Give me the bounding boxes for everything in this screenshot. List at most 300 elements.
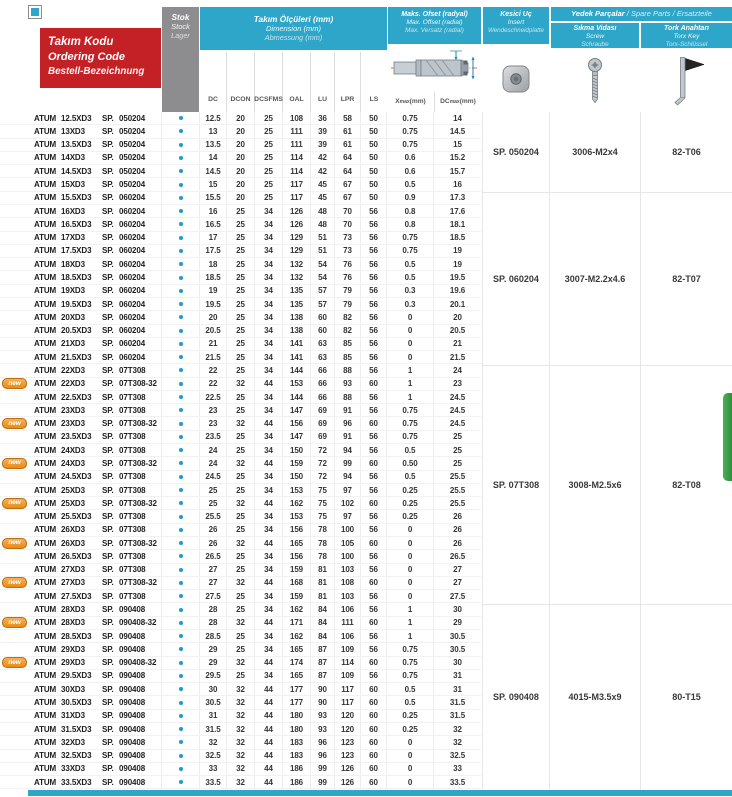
row-insert-code: 060204 [119, 325, 162, 337]
cell-ls: 60 [361, 378, 387, 390]
cell-lu: 96 [311, 750, 335, 762]
stock-dot [179, 448, 183, 452]
cell-lu: 78 [311, 550, 335, 562]
cell-lpr: 103 [335, 564, 361, 576]
cell-dcon: 32 [227, 723, 255, 735]
torx-label-en: Torx Key [673, 33, 700, 40]
cell-dcon: 32 [227, 776, 255, 788]
row-insert-code: 07T308-32 [119, 457, 162, 469]
new-badge-cell [0, 417, 28, 429]
new-badge [2, 378, 27, 389]
row-brand: ATUM [34, 605, 57, 615]
cell-oal: 183 [283, 736, 311, 748]
cell-oal: 177 [283, 683, 311, 695]
stock-cell [162, 258, 200, 270]
row-insert-code: 060204 [119, 285, 162, 297]
cell-lpr: 73 [335, 245, 361, 257]
cell-dcsfms: 25 [255, 112, 283, 124]
stock-cell [162, 404, 200, 416]
row-brand: ATUM [34, 419, 57, 429]
cell-xmax: 1 [387, 378, 434, 390]
cell-dc: 20 [200, 311, 227, 323]
cell-dcon: 32 [227, 683, 255, 695]
new-badge-cell [0, 378, 28, 390]
dimensions-label-en: Dimension (mm) [265, 24, 321, 33]
table-row [0, 497, 481, 510]
new-badge-cell [0, 338, 28, 350]
row-size: 28XD3 [61, 605, 85, 615]
row-brand: ATUM [34, 299, 57, 309]
xmax-column-header: X max (mm) [395, 98, 426, 105]
row-brand: ATUM [34, 525, 57, 535]
cell-dcmax: 24.5 [449, 405, 466, 415]
row-insert-code: 060204 [119, 245, 162, 257]
table-row [0, 165, 481, 178]
table-row [0, 471, 481, 484]
cell-lu: 51 [311, 245, 335, 257]
row-size: 17.5XD3 [61, 246, 92, 256]
insert-group-label: SP. 050204 [482, 112, 549, 192]
cell-ls: 56 [361, 351, 387, 363]
cell-dcon: 25 [227, 444, 255, 456]
row-size: 33XD3 [61, 764, 85, 774]
row-size: 21.5XD3 [61, 352, 92, 362]
stock-cell [162, 510, 200, 522]
cell-oal: 156 [283, 524, 311, 536]
stock-cell [162, 417, 200, 429]
cell-lpr: 94 [335, 471, 361, 483]
cell-dc: 13.5 [200, 139, 227, 151]
cell-dc: 23.5 [200, 431, 227, 443]
cell-dcon: 25 [227, 218, 255, 230]
row-sp-prefix: SP. [102, 273, 114, 283]
cell-dcsfms: 34 [255, 364, 283, 376]
cell-dc: 19 [200, 285, 227, 297]
row-insert-code: 07T308 [119, 510, 162, 522]
row-insert-code: 07T308 [119, 484, 162, 496]
row-insert-code: 050204 [119, 125, 162, 137]
row-brand: ATUM [34, 671, 57, 681]
row-size: 16XD3 [61, 206, 85, 216]
cell-dcmax: 20.1 [449, 299, 466, 309]
torx-label-tr: Tork Anahtarı [664, 25, 709, 32]
new-badge-cell [0, 351, 28, 363]
table-row [0, 218, 481, 231]
screw-photo [586, 57, 604, 105]
cell-xmax: 0 [387, 736, 434, 748]
row-size: 27XD3 [61, 578, 85, 588]
row-brand: ATUM [34, 246, 57, 256]
cell-dc: 15.5 [200, 192, 227, 204]
cell-dcsfms: 44 [255, 417, 283, 429]
cell-dcmax: 26 [453, 512, 462, 522]
cell-dcsfms: 44 [255, 776, 283, 788]
cell-dcon: 25 [227, 245, 255, 257]
stock-column-header [162, 7, 199, 112]
row-insert-code: 050204 [119, 165, 162, 177]
cell-dc: 16.5 [200, 218, 227, 230]
row-insert-code: 090408 [119, 683, 162, 695]
row-brand: ATUM [34, 273, 57, 283]
stock-cell [162, 723, 200, 735]
row-size: 15.5XD3 [61, 193, 92, 203]
table-row [0, 710, 481, 723]
cell-lu: 36 [311, 112, 335, 124]
new-badge-cell [0, 484, 28, 496]
cell-dcsfms: 44 [255, 736, 283, 748]
stock-cell [162, 710, 200, 722]
stock-label-de: Lager [171, 31, 190, 40]
cell-dc: 29 [200, 657, 227, 669]
row-brand: ATUM [34, 751, 57, 761]
max-offset-diagram-area [387, 46, 481, 112]
cell-lpr: 117 [335, 683, 361, 695]
table-row [0, 603, 481, 616]
cell-ls: 60 [361, 723, 387, 735]
table-row [0, 351, 481, 364]
cell-dcmax: 26 [453, 538, 462, 548]
cell-dcsfms: 44 [255, 378, 283, 390]
cell-ls: 56 [361, 245, 387, 257]
row-brand: ATUM [34, 113, 57, 123]
cell-oal: 165 [283, 537, 311, 549]
cell-xmax: 0.8 [387, 205, 434, 217]
cell-dcon: 25 [227, 232, 255, 244]
stock-dot [179, 661, 183, 665]
stock-cell [162, 165, 200, 177]
cell-lu: 84 [311, 617, 335, 629]
cell-dcsfms: 25 [255, 152, 283, 164]
row-brand: ATUM [34, 286, 57, 296]
cell-lu: 39 [311, 139, 335, 151]
cell-lu: 42 [311, 165, 335, 177]
cell-lpr: 96 [335, 417, 361, 429]
cell-oal: 156 [283, 550, 311, 562]
row-brand: ATUM [34, 658, 57, 668]
table-row [0, 271, 481, 284]
cell-ls: 56 [361, 311, 387, 323]
row-sp-prefix: SP. [102, 525, 114, 535]
screw-group-label: 3008-M2.5x6 [549, 365, 640, 604]
cell-oal: 114 [283, 165, 311, 177]
cell-lu: 81 [311, 590, 335, 602]
table-row [0, 723, 481, 736]
table-row [0, 484, 481, 497]
stock-cell [162, 776, 200, 788]
cell-dcsfms: 34 [255, 351, 283, 363]
row-brand: ATUM [34, 126, 57, 136]
cell-xmax: 0.50 [387, 457, 434, 469]
cell-dcsfms: 34 [255, 258, 283, 270]
table-row [0, 670, 481, 683]
row-size: 28.5XD3 [61, 631, 92, 641]
new-badge-cell [0, 178, 28, 190]
stock-label-en: Stock [171, 22, 190, 31]
new-badge-cell [0, 776, 28, 788]
cell-oal: 132 [283, 258, 311, 270]
cell-oal: 111 [283, 139, 311, 151]
cell-ls: 56 [361, 471, 387, 483]
torx-group-label: 82-T08 [640, 365, 732, 604]
cell-ls: 60 [361, 457, 387, 469]
cell-dcon: 20 [227, 112, 255, 124]
cell-lpr: 91 [335, 404, 361, 416]
stock-dot [179, 780, 183, 784]
row-size: 12.5XD3 [61, 113, 92, 123]
cell-dcon: 32 [227, 617, 255, 629]
cell-dc: 28 [200, 617, 227, 629]
cell-dc: 23 [200, 417, 227, 429]
stock-dot [179, 608, 183, 612]
new-badge-cell [0, 404, 28, 416]
cell-ls: 56 [361, 444, 387, 456]
cell-ls: 56 [361, 364, 387, 376]
stock-dot [179, 488, 183, 492]
cell-oal: 168 [283, 577, 311, 589]
row-sp-prefix: SP. [102, 498, 114, 508]
row-insert-code: 060204 [119, 311, 162, 323]
cell-xmax: 0.6 [387, 152, 434, 164]
cell-dcmax: 33 [453, 764, 462, 774]
stock-dot [179, 395, 183, 399]
row-insert-code: 090408-32 [119, 657, 162, 669]
insert-label-en: Insert [507, 19, 525, 26]
cell-lpr: 70 [335, 218, 361, 230]
cell-oal: 177 [283, 696, 311, 708]
cell-ls: 50 [361, 192, 387, 204]
cell-dcmax: 32 [453, 724, 462, 734]
row-sp-prefix: SP. [102, 445, 114, 455]
stock-cell [162, 537, 200, 549]
row-brand: ATUM [34, 259, 57, 269]
cell-dcmax: 25.5 [449, 498, 466, 508]
cell-lu: 69 [311, 431, 335, 443]
table-row [0, 417, 481, 430]
row-sp-prefix: SP. [102, 631, 114, 641]
table-row [0, 577, 481, 590]
row-sp-prefix: SP. [102, 551, 114, 561]
cell-dcmax: 30.5 [449, 644, 466, 654]
table-row [0, 657, 481, 670]
cell-dcsfms: 25 [255, 192, 283, 204]
stock-cell [162, 603, 200, 615]
new-badge-cell [0, 510, 28, 522]
cell-lpr: 109 [335, 643, 361, 655]
cell-oal: 171 [283, 617, 311, 629]
new-badge-cell [0, 364, 28, 376]
cell-lpr: 73 [335, 232, 361, 244]
cell-dcsfms: 34 [255, 643, 283, 655]
row-sp-prefix: SP. [102, 432, 114, 442]
row-brand: ATUM [34, 644, 57, 654]
row-size: 19XD3 [61, 286, 85, 296]
table-row [0, 139, 481, 152]
cell-dcsfms: 34 [255, 245, 283, 257]
cell-oal: 132 [283, 271, 311, 283]
row-insert-code: 060204 [119, 351, 162, 363]
cell-dc: 30 [200, 683, 227, 695]
column-header-dc: DC [200, 52, 227, 112]
cell-xmax: 0 [387, 325, 434, 337]
cell-xmax: 0.25 [387, 710, 434, 722]
cell-xmax: 0.75 [387, 643, 434, 655]
table-row [0, 630, 481, 643]
cell-ls: 56 [361, 564, 387, 576]
row-size: 31XD3 [61, 711, 85, 721]
cell-dcmax: 19 [453, 246, 462, 256]
cell-xmax: 0.5 [387, 444, 434, 456]
cell-dcon: 25 [227, 391, 255, 403]
row-sp-prefix: SP. [102, 286, 114, 296]
stock-dot [179, 116, 183, 120]
cell-dcon: 20 [227, 125, 255, 137]
table-row [0, 444, 481, 457]
new-badge [2, 458, 27, 469]
cell-lpr: 67 [335, 178, 361, 190]
stock-cell [162, 285, 200, 297]
row-insert-code: 07T308 [119, 564, 162, 576]
stock-dot [179, 408, 183, 412]
row-sp-prefix: SP. [102, 153, 114, 163]
cell-lu: 75 [311, 510, 335, 522]
new-badge-cell [0, 603, 28, 615]
cell-xmax: 0 [387, 338, 434, 350]
row-brand: ATUM [34, 233, 57, 243]
stock-cell [162, 657, 200, 669]
row-brand: ATUM [34, 432, 57, 442]
cell-dc: 27 [200, 577, 227, 589]
cell-ls: 56 [361, 670, 387, 682]
row-size: 23.5XD3 [61, 432, 92, 442]
cell-lpr: 117 [335, 696, 361, 708]
cell-lu: 66 [311, 391, 335, 403]
cell-dc: 24 [200, 457, 227, 469]
row-size: 20XD3 [61, 312, 85, 322]
row-sp-prefix: SP. [102, 591, 114, 601]
stock-cell [162, 763, 200, 775]
cell-dcon: 20 [227, 139, 255, 151]
cell-dc: 28.5 [200, 630, 227, 642]
cell-lpr: 114 [335, 657, 361, 669]
cell-oal: 162 [283, 630, 311, 642]
row-sp-prefix: SP. [102, 180, 114, 190]
cell-lpr: 91 [335, 431, 361, 443]
cell-oal: 144 [283, 364, 311, 376]
stock-dot [179, 209, 183, 213]
cell-lu: 39 [311, 125, 335, 137]
cell-lpr: 88 [335, 364, 361, 376]
stock-dot [179, 129, 183, 133]
cell-dcmax: 15 [453, 140, 462, 150]
cell-dcsfms: 34 [255, 325, 283, 337]
row-size: 26.5XD3 [61, 551, 92, 561]
row-size: 33.5XD3 [61, 777, 92, 787]
table-row [0, 178, 481, 191]
row-sp-prefix: SP. [102, 246, 114, 256]
row-size: 26XD3 [61, 525, 85, 535]
stock-cell [162, 643, 200, 655]
cell-dcsfms: 44 [255, 497, 283, 509]
column-header-oal: OAL [283, 52, 311, 112]
stock-cell [162, 205, 200, 217]
row-insert-code: 090408 [119, 710, 162, 722]
cell-dcon: 32 [227, 710, 255, 722]
cell-lpr: 97 [335, 510, 361, 522]
cell-dcmax: 30 [453, 605, 462, 615]
row-insert-code: 060204 [119, 205, 162, 217]
cell-ls: 60 [361, 736, 387, 748]
cell-dcsfms: 34 [255, 404, 283, 416]
cell-dcmax: 26 [453, 525, 462, 535]
row-insert-code: 060204 [119, 192, 162, 204]
table-row [0, 537, 481, 550]
new-badge-cell [0, 763, 28, 775]
cell-oal: 108 [283, 112, 311, 124]
cell-dcsfms: 34 [255, 431, 283, 443]
cell-lpr: 102 [335, 497, 361, 509]
cell-ls: 56 [361, 298, 387, 310]
table-row [0, 232, 481, 245]
cell-xmax: 0.25 [387, 497, 434, 509]
max-offset-header [388, 7, 481, 44]
table-row [0, 643, 481, 656]
cell-xmax: 0 [387, 311, 434, 323]
cell-dcon: 32 [227, 763, 255, 775]
stock-cell [162, 298, 200, 310]
cell-xmax: 1 [387, 364, 434, 376]
row-insert-code: 090408 [119, 603, 162, 615]
cell-dc: 22 [200, 378, 227, 390]
row-brand: ATUM [34, 485, 57, 495]
row-insert-code: 090408 [119, 643, 162, 655]
cell-oal: 141 [283, 351, 311, 363]
page-side-tab [723, 393, 732, 481]
row-brand: ATUM [34, 578, 57, 588]
stock-dot [179, 581, 183, 585]
stock-dot [179, 461, 183, 465]
new-badge-cell [0, 444, 28, 456]
row-insert-code: 07T308 [119, 444, 162, 456]
cell-dc: 32.5 [200, 750, 227, 762]
cell-dc: 30.5 [200, 696, 227, 708]
cell-dcmax: 18.5 [449, 233, 466, 243]
stock-dot [179, 714, 183, 718]
stock-cell [162, 431, 200, 443]
new-badge-label: new [8, 499, 21, 507]
cell-lu: 69 [311, 417, 335, 429]
new-badge-cell [0, 537, 28, 549]
stock-cell [162, 325, 200, 337]
cell-lpr: 82 [335, 325, 361, 337]
cell-lu: 72 [311, 471, 335, 483]
stock-dot [179, 754, 183, 758]
cell-oal: 135 [283, 285, 311, 297]
cell-dc: 28 [200, 603, 227, 615]
stock-cell [162, 457, 200, 469]
cell-oal: 180 [283, 723, 311, 735]
insert-photo-area [483, 46, 549, 112]
cell-xmax: 0.75 [387, 112, 434, 124]
offset-label-en: Max. Offset (radial) [406, 19, 463, 26]
cell-lu: 42 [311, 152, 335, 164]
stock-cell [162, 218, 200, 230]
tool-offset-diagram [390, 46, 478, 88]
row-sp-prefix: SP. [102, 644, 114, 654]
new-badge-cell [0, 311, 28, 323]
cell-lpr: 106 [335, 630, 361, 642]
table-row [0, 298, 481, 311]
row-size: 27.5XD3 [61, 591, 92, 601]
